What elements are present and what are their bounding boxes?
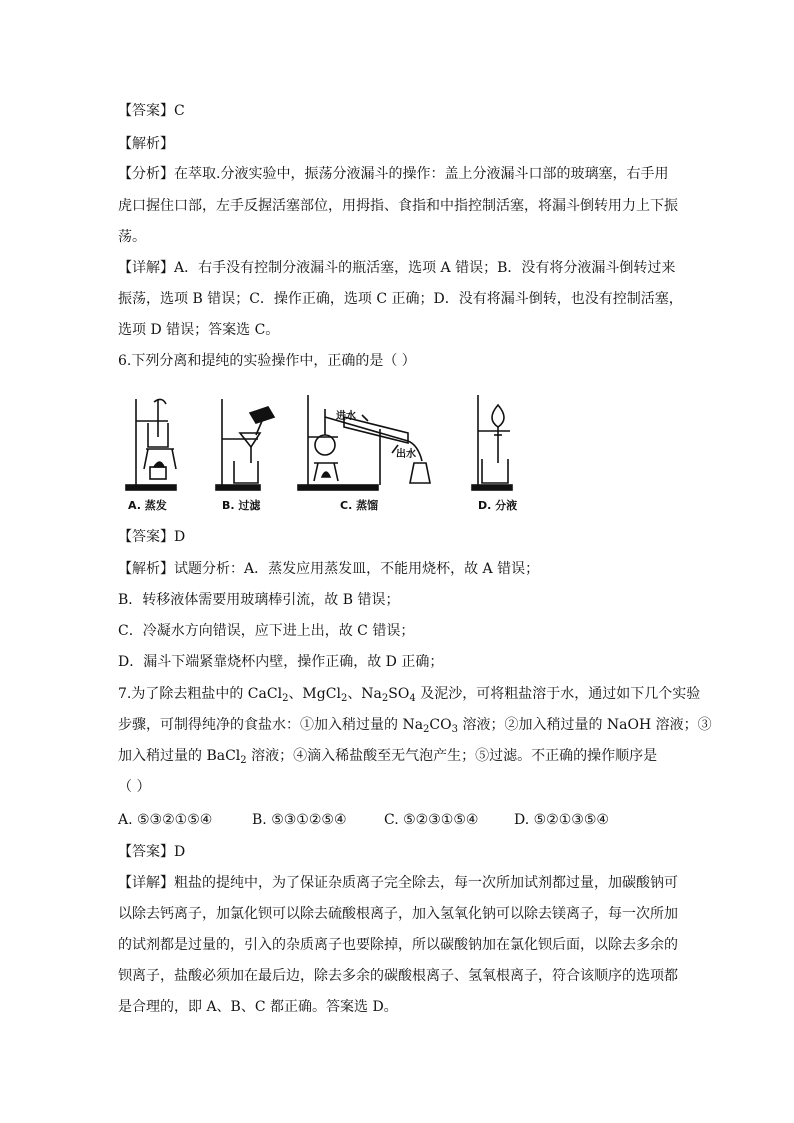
- q5-detail-line-3: 选项 D 错误；答案选 C。: [118, 322, 280, 338]
- q7-stem-text: 步骤，可制得纯净的食盐水：①加入稍过量的 Na: [118, 717, 424, 733]
- caption-b: B. 过滤: [222, 499, 261, 512]
- separatory-funnel-apparatus: [472, 395, 512, 490]
- caption-a: A. 蒸发: [128, 499, 167, 512]
- q7-stem-text: 、MgCl: [288, 686, 341, 702]
- q7-stem-line-1: [118, 684, 700, 709]
- filtration-apparatus: [216, 399, 274, 490]
- q6-analysis-line-3: C．冷凝水方向错误，应下进上出，故 C 错误；: [118, 623, 415, 639]
- q7-detail-line-3: 的试剂都是过量的，引入的杂质离子也要除掉，所以碳酸钠加在氯化钡后面，以除去多余的: [118, 937, 678, 953]
- subscript: 2: [282, 693, 289, 704]
- q7-stem-text: 、Na: [347, 686, 382, 702]
- q7-stem-line-3: [118, 746, 657, 771]
- q7-stem-text: 加入稍过量的 BaCl: [118, 748, 241, 764]
- q5-analysis-title: 【解析】: [118, 136, 174, 152]
- subscript: 2: [340, 693, 348, 704]
- q6-answer: 【答案】D: [118, 529, 186, 545]
- q7-stem-line-2: [118, 715, 712, 740]
- q7-option-c: C. ⑤②③①⑤④: [384, 812, 479, 828]
- q7-option-b: B. ⑤③①②⑤④: [252, 812, 347, 828]
- q7-stem-text: CO: [429, 717, 452, 733]
- q7-stem-text: 溶液；④滴入稀盐酸至无气泡产生；⑤过滤。不正确的操作顺序是: [246, 748, 658, 764]
- q7-option-a: A. ⑤③②①⑤④: [118, 812, 213, 828]
- distillation-apparatus: [298, 395, 430, 490]
- apparatus-figure: [118, 393, 558, 521]
- q6-stem: 6.下列分离和提纯的实验操作中，正确的是（ ）: [118, 353, 416, 369]
- q7-options: [118, 810, 638, 830]
- q6-analysis-line-1: 【解析】试题分析：A．蒸发应用蒸发皿，不能用烧杯，故 A 错误；: [118, 561, 540, 577]
- subscript: 2: [240, 755, 247, 766]
- evaporation-apparatus: [126, 399, 176, 490]
- q7-detail-line-5: 是合理的，即 A、B、C 都正确。答案选 D。: [118, 999, 398, 1015]
- caption-d: D. 分液: [478, 499, 518, 512]
- q7-option-d: D. ⑤②①③⑤④: [514, 812, 609, 828]
- q5-analysis-line-1: 【分析】在萃取.分液实验中，振荡分液漏斗的操作：盖上分液漏斗口部的玻璃塞，右手用: [118, 166, 669, 182]
- subscript: 4: [409, 693, 416, 704]
- q7-stem-text: 7.为了除去粗盐中的 CaCl: [118, 686, 283, 702]
- water-in-label: 进水: [336, 411, 356, 422]
- q5-answer: 【答案】C: [118, 103, 185, 119]
- subscript: 3: [451, 724, 458, 735]
- water-out-label: 出水: [396, 449, 416, 460]
- q7-stem-text: 溶液；②加入稍过量的 NaOH 溶液；③: [458, 717, 712, 733]
- caption-c: C. 蒸馏: [340, 499, 379, 512]
- q6-analysis-line-4: D．漏斗下端紧靠烧杯内壁，操作正确，故 D 正确；: [118, 654, 444, 670]
- q7-detail-line-1: 【详解】粗盐的提纯中，为了保证杂质离子完全除去，每一次所加试剂都过量，加碳酸钠可: [118, 875, 678, 891]
- q7-stem-line-4: （ ）: [118, 779, 151, 795]
- q5-detail-line-1: 【详解】A．右手没有控制分液漏斗的瓶活塞，选项 A 错误；B．没有将分液漏斗倒转过来: [118, 260, 676, 276]
- q5-analysis-line-3: 荡。: [118, 229, 146, 245]
- subscript: 2: [381, 693, 389, 704]
- q5-detail-line-2: 振荡，选项 B 错误；C．操作正确，选项 C 正确；D．没有将漏斗倒转，也没有控制活塞，: [118, 291, 683, 307]
- q6-analysis-line-2: B．转移液体需要用玻璃棒引流，故 B 错误；: [118, 592, 400, 608]
- q7-answer: 【答案】D: [118, 844, 186, 860]
- q7-stem-text: 及泥沙，可将粗盐溶于水，通过如下几个实验: [415, 686, 701, 702]
- q7-stem-text: SO: [388, 686, 410, 702]
- subscript: 2: [423, 724, 430, 735]
- q5-analysis-line-2: 虎口握住口部，左手反握活塞部位，用拇指、食指和中指控制活塞，将漏斗倒转用力上下振: [118, 198, 678, 214]
- q7-detail-line-4: 钡离子，盐酸必须加在最后边，除去多余的碳酸根离子、氢氧根离子，符合该顺序的选项都: [118, 968, 678, 984]
- q7-detail-line-2: 以除去钙离子，加氯化钡可以除去硫酸根离子，加入氢氧化钠可以除去镁离子，每一次所加: [118, 906, 678, 922]
